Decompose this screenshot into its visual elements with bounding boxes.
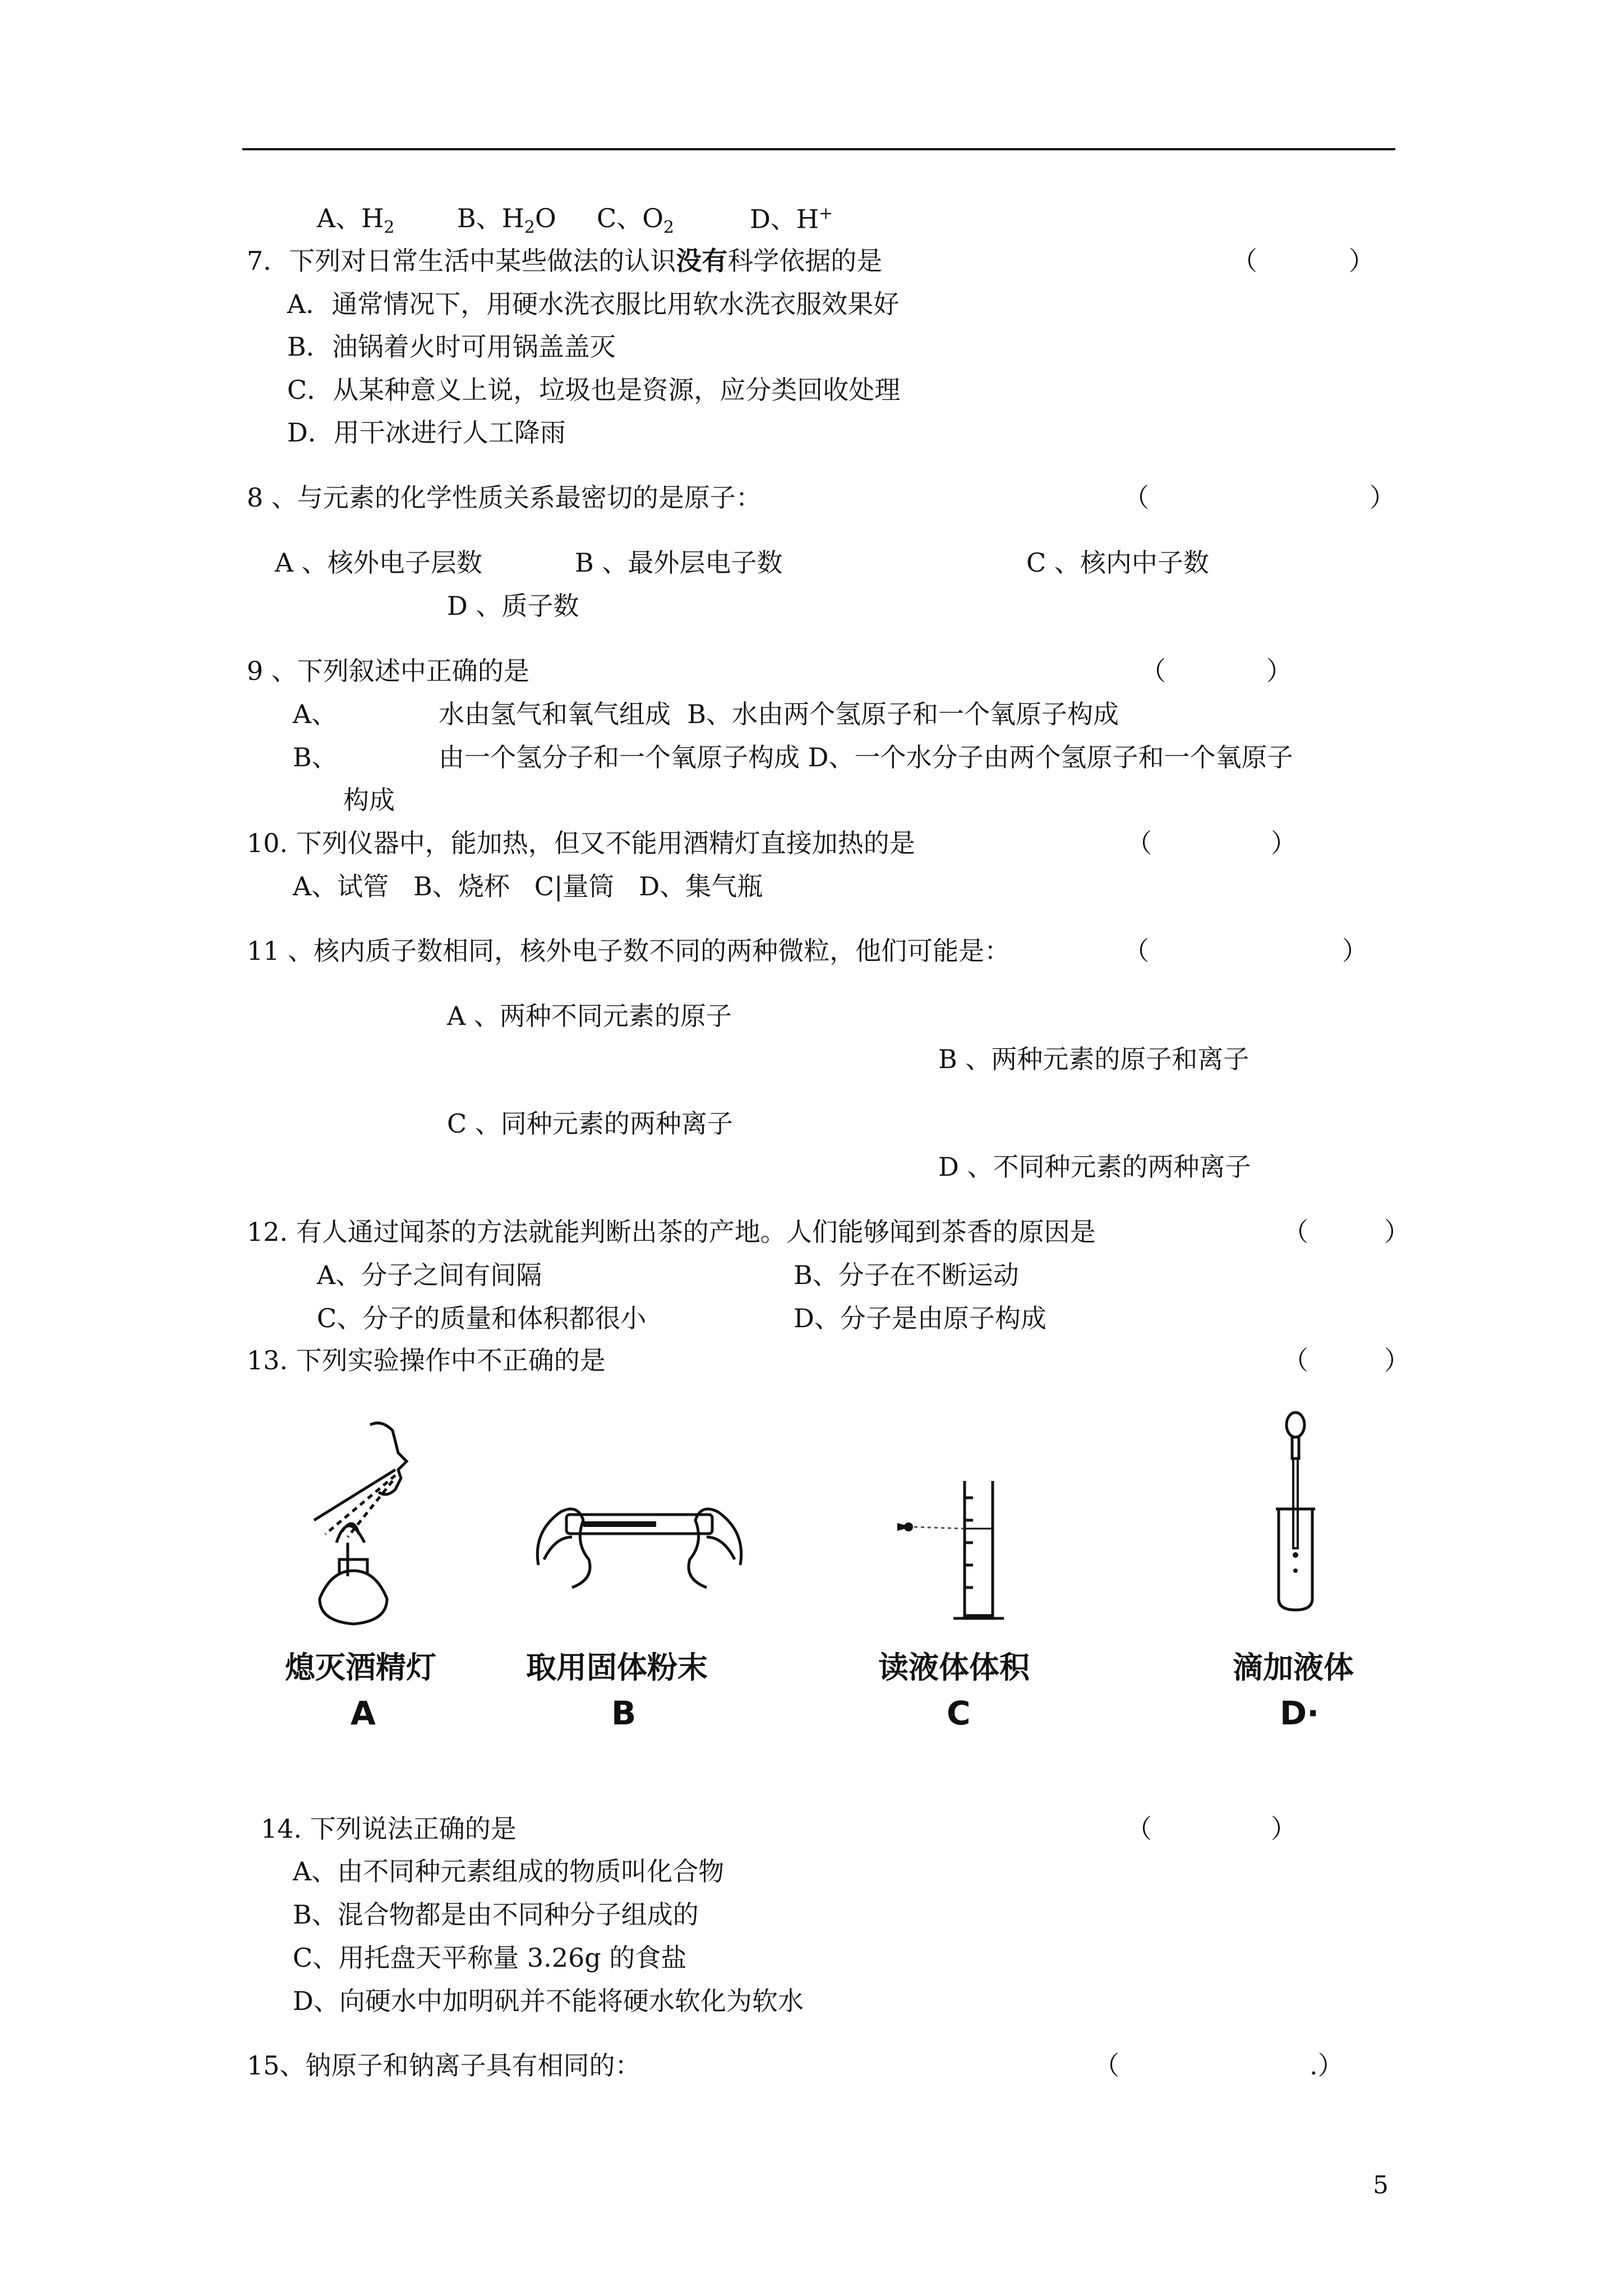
q13-paren-right: ） [1384, 1345, 1410, 1375]
q12-option-c: C、分子的质量和体积都很小 [317, 1303, 647, 1333]
q12-paren-left: （ [1283, 1217, 1308, 1247]
figure-d-letter: D· [1280, 1694, 1320, 1732]
q9-line3-text: 构成 [343, 785, 395, 815]
q11-paren-left: （ [1123, 936, 1149, 966]
figure-b-caption: 取用固体粉末 [526, 1650, 708, 1685]
figure-b-letter: B [611, 1694, 637, 1732]
page-number: 5 [1373, 2171, 1389, 2200]
q11-option-d: D 、不同种元素的两种离子 [938, 1152, 1251, 1182]
q14-option-c: C、用托盘天平称量 3.26g 的食盐 [293, 1943, 687, 1973]
q11-stem: 11 、核内质子数相同，核外电子数不同的两种微粒，他们可能是： [247, 936, 1011, 966]
powder-spatula-figure [522, 1481, 757, 1616]
q11-option-a: A 、两种不同元素的原子 [447, 1001, 732, 1031]
q12-stem: 12. 有人通过闻茶的方法就能判断出茶的产地。人们能够闻到茶香的原因是 [247, 1217, 1096, 1247]
q7-option-b: B．油锅着火时可用锅盖盖灭 [287, 332, 616, 362]
q13-stem: 13. 下列实验操作中不正确的是 [247, 1345, 606, 1375]
q15-paren-right: .） [1310, 2050, 1344, 2081]
q8-option-a: A 、核外电子层数 [275, 547, 482, 578]
figure-a-caption: 熄灭酒精灯 [285, 1650, 436, 1685]
alcohol-lamp-figure [280, 1414, 465, 1638]
q14-option-b: B、混合物都是由不同种分子组成的 [293, 1899, 699, 1930]
q7-paren-left: （ [1232, 246, 1257, 276]
q10-stem: 10. 下列仪器中，能加热，但又不能用酒精灯直接加热的是 [247, 828, 915, 858]
q8-paren-left: （ [1123, 482, 1149, 513]
q11-option-b: B 、两种元素的原子和离子 [938, 1044, 1249, 1074]
q7-option-c: C．从某种意义上说，垃圾也是资源，应分类回收处理 [287, 375, 901, 405]
graduated-cylinder-figure [886, 1475, 1054, 1632]
q11-option-c: C 、同种元素的两种离子 [447, 1108, 733, 1139]
q6-option-a: A、$H_2$ [317, 203, 395, 238]
q9-line2-label: B、 [293, 742, 338, 772]
q8-paren-right: ） [1370, 482, 1395, 513]
q9-line1-text: 水由氢气和氧气组成 B、水由两个氢原子和一个氧原子构成 [439, 699, 1119, 729]
q6-option-b: B、$H_2O$ [457, 203, 556, 238]
q9-stem: 9 、下列叙述中正确的是 [247, 656, 529, 686]
q7-option-d: D．用干冰进行人工降雨 [287, 417, 566, 448]
q9-line1-label: A、 [293, 699, 338, 729]
q15-stem: 15、钠原子和钠离子具有相同的： [247, 2050, 641, 2081]
q12-option-b: B、分子在不断运动 [794, 1260, 1019, 1290]
q7-paren-right: ） [1349, 246, 1375, 276]
q8-option-c: C 、核内中子数 [1026, 547, 1209, 578]
q14-option-a: A、由不同种元素组成的物质叫化合物 [293, 1856, 725, 1887]
q10-paren-right: ） [1271, 828, 1297, 858]
figure-c-letter: C [947, 1694, 971, 1732]
q8-option-d: D 、质子数 [447, 591, 579, 621]
q7-option-a: A．通常情况下，用硬水洗衣服比用软水洗衣服效果好 [287, 289, 900, 319]
q9-line2-text: 由一个氢分子和一个氧原子构成 D、一个水分子由两个氢原子和一个氧原子 [439, 742, 1293, 772]
q7-stem: 7．下列对日常生活中某些做法的认识没有科学依据的是 [247, 246, 883, 276]
header-rule [242, 148, 1395, 150]
q12-paren-right: ） [1384, 1217, 1410, 1247]
q11-paren-right: ） [1342, 936, 1368, 966]
q14-stem: 14. 下列说法正确的是 [261, 1814, 517, 1844]
dropper-test-tube-figure [1251, 1408, 1340, 1621]
figure-c-caption: 读液体体积 [878, 1650, 1030, 1685]
q14-paren-left: （ [1126, 1814, 1152, 1844]
q9-paren-right: ） [1266, 656, 1292, 686]
q8-option-b: B 、最外层电子数 [575, 547, 783, 578]
q6-option-d: D、H+ [750, 204, 833, 234]
q8-stem: 8 、与元素的化学性质关系最密切的是原子： [247, 482, 762, 513]
q10-options: A、试管 B、烧杯 C|量筒 D、集气瓶 [293, 871, 763, 901]
q6-option-c: C、$O_2$ [597, 203, 675, 238]
figure-d-caption: 滴加液体 [1233, 1650, 1354, 1685]
q14-paren-right: ） [1271, 1814, 1297, 1844]
figure-a-letter: A [351, 1694, 376, 1732]
q12-option-a: A、分子之间有间隔 [317, 1260, 542, 1290]
q15-paren-left: （ [1094, 2050, 1119, 2081]
q14-option-d: D、向硬水中加明矾并不能将硬水软化为软水 [293, 1986, 804, 2016]
q12-option-d: D、分子是由原子构成 [794, 1303, 1046, 1333]
q10-paren-left: （ [1126, 828, 1152, 858]
q9-paren-left: （ [1140, 656, 1166, 686]
q13-paren-left: （ [1283, 1345, 1308, 1375]
